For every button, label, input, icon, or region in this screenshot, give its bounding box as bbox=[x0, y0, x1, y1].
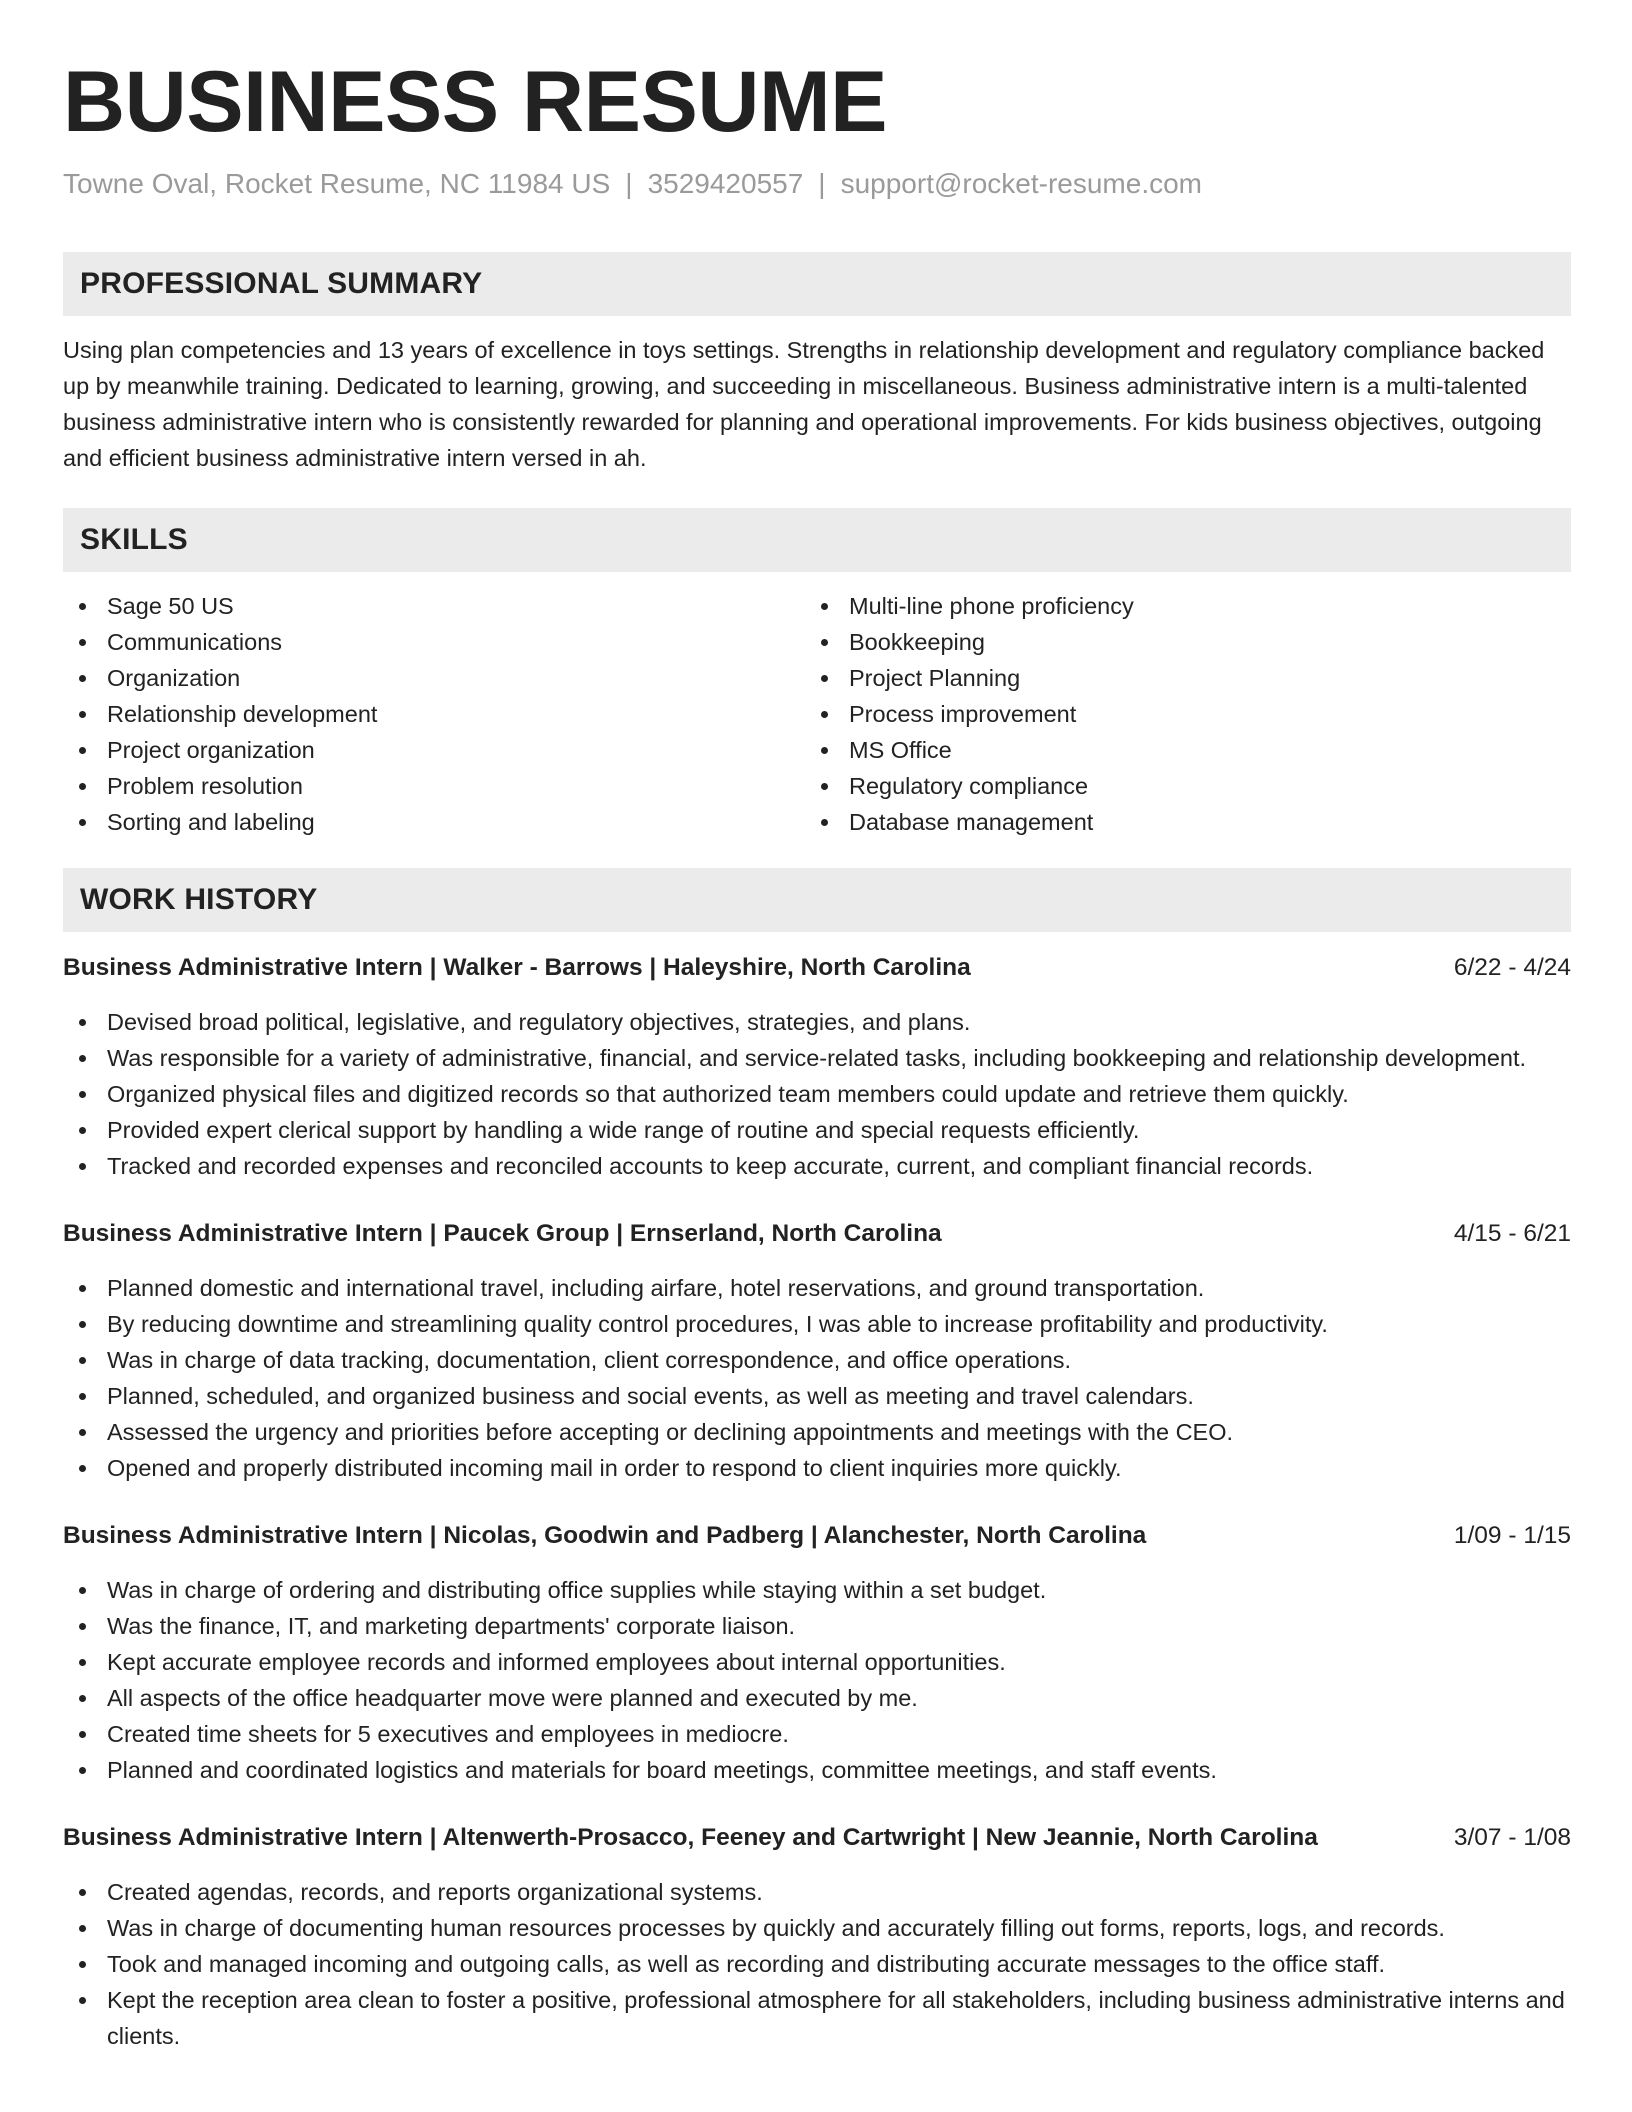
skill-item: Project Planning bbox=[805, 660, 1547, 696]
job-entry bbox=[63, 1216, 1571, 1486]
skill-item: Process improvement bbox=[805, 696, 1547, 732]
job-bullet: All aspects of the office headquarter move were planned and executed by me. bbox=[63, 1680, 1571, 1716]
job-dates: 4/15 - 6/21 bbox=[1453, 1220, 1571, 1247]
job-header bbox=[63, 950, 1571, 986]
job-bullet: Was the finance, IT, and marketing departments' corporate liaison. bbox=[63, 1608, 1571, 1644]
job-bullet: Organized physical files and digitized records so that authorized team members could update and retrieve them quickly. bbox=[63, 1076, 1571, 1112]
job-bullet: Kept the reception area clean to foster a positive, professional atmosphere for all stakeholders, including business administrative interns and clients. bbox=[63, 1982, 1571, 2054]
job-bullet: Planned, scheduled, and organized business and social events, as well as meeting and travel calendars. bbox=[63, 1378, 1571, 1414]
skills-section-title: SKILLS bbox=[80, 523, 188, 556]
skill-item: Relationship development bbox=[63, 696, 805, 732]
skill-item: Database management bbox=[805, 804, 1547, 840]
job-bullet: Was in charge of ordering and distributing office supplies while staying within a set budget. bbox=[63, 1572, 1571, 1608]
summary-section-title: PROFESSIONAL SUMMARY bbox=[80, 267, 483, 300]
skills-column-left bbox=[63, 588, 805, 840]
job-heading: Business Administrative Intern | Altenwerth-Prosacco, Feeney and Cartwright | New Jeannie, North Carolina bbox=[63, 1824, 1318, 1851]
work-history-section-title: WORK HISTORY bbox=[80, 883, 318, 916]
job-bullet: Kept accurate employee records and informed employees about internal opportunities. bbox=[63, 1644, 1571, 1680]
skill-item: Problem resolution bbox=[63, 768, 805, 804]
job-bullet: By reducing downtime and streamlining quality control procedures, I was able to increase profitability and productivity. bbox=[63, 1306, 1571, 1342]
job-heading: Business Administrative Intern | Walker - Barrows | Haleyshire, North Carolina bbox=[63, 954, 971, 981]
skill-item: Sorting and labeling bbox=[63, 804, 805, 840]
contact-phone: 3529420557 bbox=[647, 168, 804, 199]
job-bullet: Planned and coordinated logistics and materials for board meetings, committee meetings, and staff events. bbox=[63, 1752, 1571, 1788]
job-bullet: Created time sheets for 5 executives and employees in mediocre. bbox=[63, 1716, 1571, 1752]
skill-item: Regulatory compliance bbox=[805, 768, 1547, 804]
contact-line bbox=[63, 166, 1571, 202]
job-bullets bbox=[63, 1874, 1571, 2054]
job-bullet: Assessed the urgency and priorities before accepting or declining appointments and meetings with the CEO. bbox=[63, 1414, 1571, 1450]
job-bullet: Was responsible for a variety of administrative, financial, and service-related tasks, including bookkeeping and relationship development. bbox=[63, 1040, 1571, 1076]
contact-separator: | bbox=[818, 168, 826, 199]
summary-text: Using plan competencies and 13 years of excellence in toys settings. Strengths in relationship development and regulatory compliance backed up by meanwhile training. Dedicated to learning, growing, and succeeding in miscellaneous. Business administrative intern is a multi-talented business administrative intern who is consistently rewarded for planning and operational improvements. For kids business objectives, outgoing and efficient business administrative intern versed in ah. bbox=[63, 337, 1545, 471]
job-bullet: Created agendas, records, and reports organizational systems. bbox=[63, 1874, 1571, 1910]
skills-column-right bbox=[805, 588, 1547, 840]
job-bullet: Took and managed incoming and outgoing calls, as well as recording and distributing accurate messages to the office staff. bbox=[63, 1946, 1571, 1982]
skill-item: Project organization bbox=[63, 732, 805, 768]
skill-item: Organization bbox=[63, 660, 805, 696]
job-dates: 1/09 - 1/15 bbox=[1453, 1522, 1571, 1549]
job-bullet: Devised broad political, legislative, and regulatory objectives, strategies, and plans. bbox=[63, 1004, 1571, 1040]
contact-email[interactable]: support@rocket-resume.com bbox=[840, 168, 1203, 199]
contact-separator: | bbox=[625, 168, 633, 199]
job-heading: Business Administrative Intern | Paucek Group | Ernserland, North Carolina bbox=[63, 1220, 942, 1247]
work-history-section-header bbox=[63, 868, 1571, 932]
job-bullets bbox=[63, 1004, 1571, 1184]
resume-page bbox=[63, 0, 1571, 2054]
job-entry bbox=[63, 1518, 1571, 1788]
skill-item: Multi-line phone proficiency bbox=[805, 588, 1547, 624]
skills-section-header bbox=[63, 508, 1571, 572]
job-bullet: Provided expert clerical support by handling a wide range of routine and special requests efficiently. bbox=[63, 1112, 1571, 1148]
job-bullets bbox=[63, 1572, 1571, 1788]
job-entry bbox=[63, 950, 1571, 1184]
skills-grid bbox=[63, 588, 1571, 840]
job-bullet: Opened and properly distributed incoming mail in order to respond to client inquiries more quickly. bbox=[63, 1450, 1571, 1486]
job-bullets bbox=[63, 1270, 1571, 1486]
job-dates: 6/22 - 4/24 bbox=[1453, 954, 1571, 981]
job-entry bbox=[63, 1820, 1571, 2054]
job-header bbox=[63, 1518, 1571, 1554]
job-bullet: Tracked and recorded expenses and reconciled accounts to keep accurate, current, and compliant financial records. bbox=[63, 1148, 1571, 1184]
skill-item: Sage 50 US bbox=[63, 588, 805, 624]
contact-address: Towne Oval, Rocket Resume, NC 11984 US bbox=[63, 168, 611, 199]
job-bullet: Was in charge of data tracking, documentation, client correspondence, and office operations. bbox=[63, 1342, 1571, 1378]
job-heading: Business Administrative Intern | Nicolas, Goodwin and Padberg | Alanchester, North Carolina bbox=[63, 1522, 1147, 1549]
resume-name: BUSINESS RESUME bbox=[63, 54, 887, 150]
job-header bbox=[63, 1216, 1571, 1252]
summary-section-header bbox=[63, 252, 1571, 316]
job-dates: 3/07 - 1/08 bbox=[1453, 1824, 1571, 1851]
skill-item: MS Office bbox=[805, 732, 1547, 768]
skill-item: Bookkeeping bbox=[805, 624, 1547, 660]
job-header bbox=[63, 1820, 1571, 1856]
job-bullet: Planned domestic and international travel, including airfare, hotel reservations, and ground transportation. bbox=[63, 1270, 1571, 1306]
skill-item: Communications bbox=[63, 624, 805, 660]
job-bullet: Was in charge of documenting human resources processes by quickly and accurately filling out forms, reports, logs, and records. bbox=[63, 1910, 1571, 1946]
